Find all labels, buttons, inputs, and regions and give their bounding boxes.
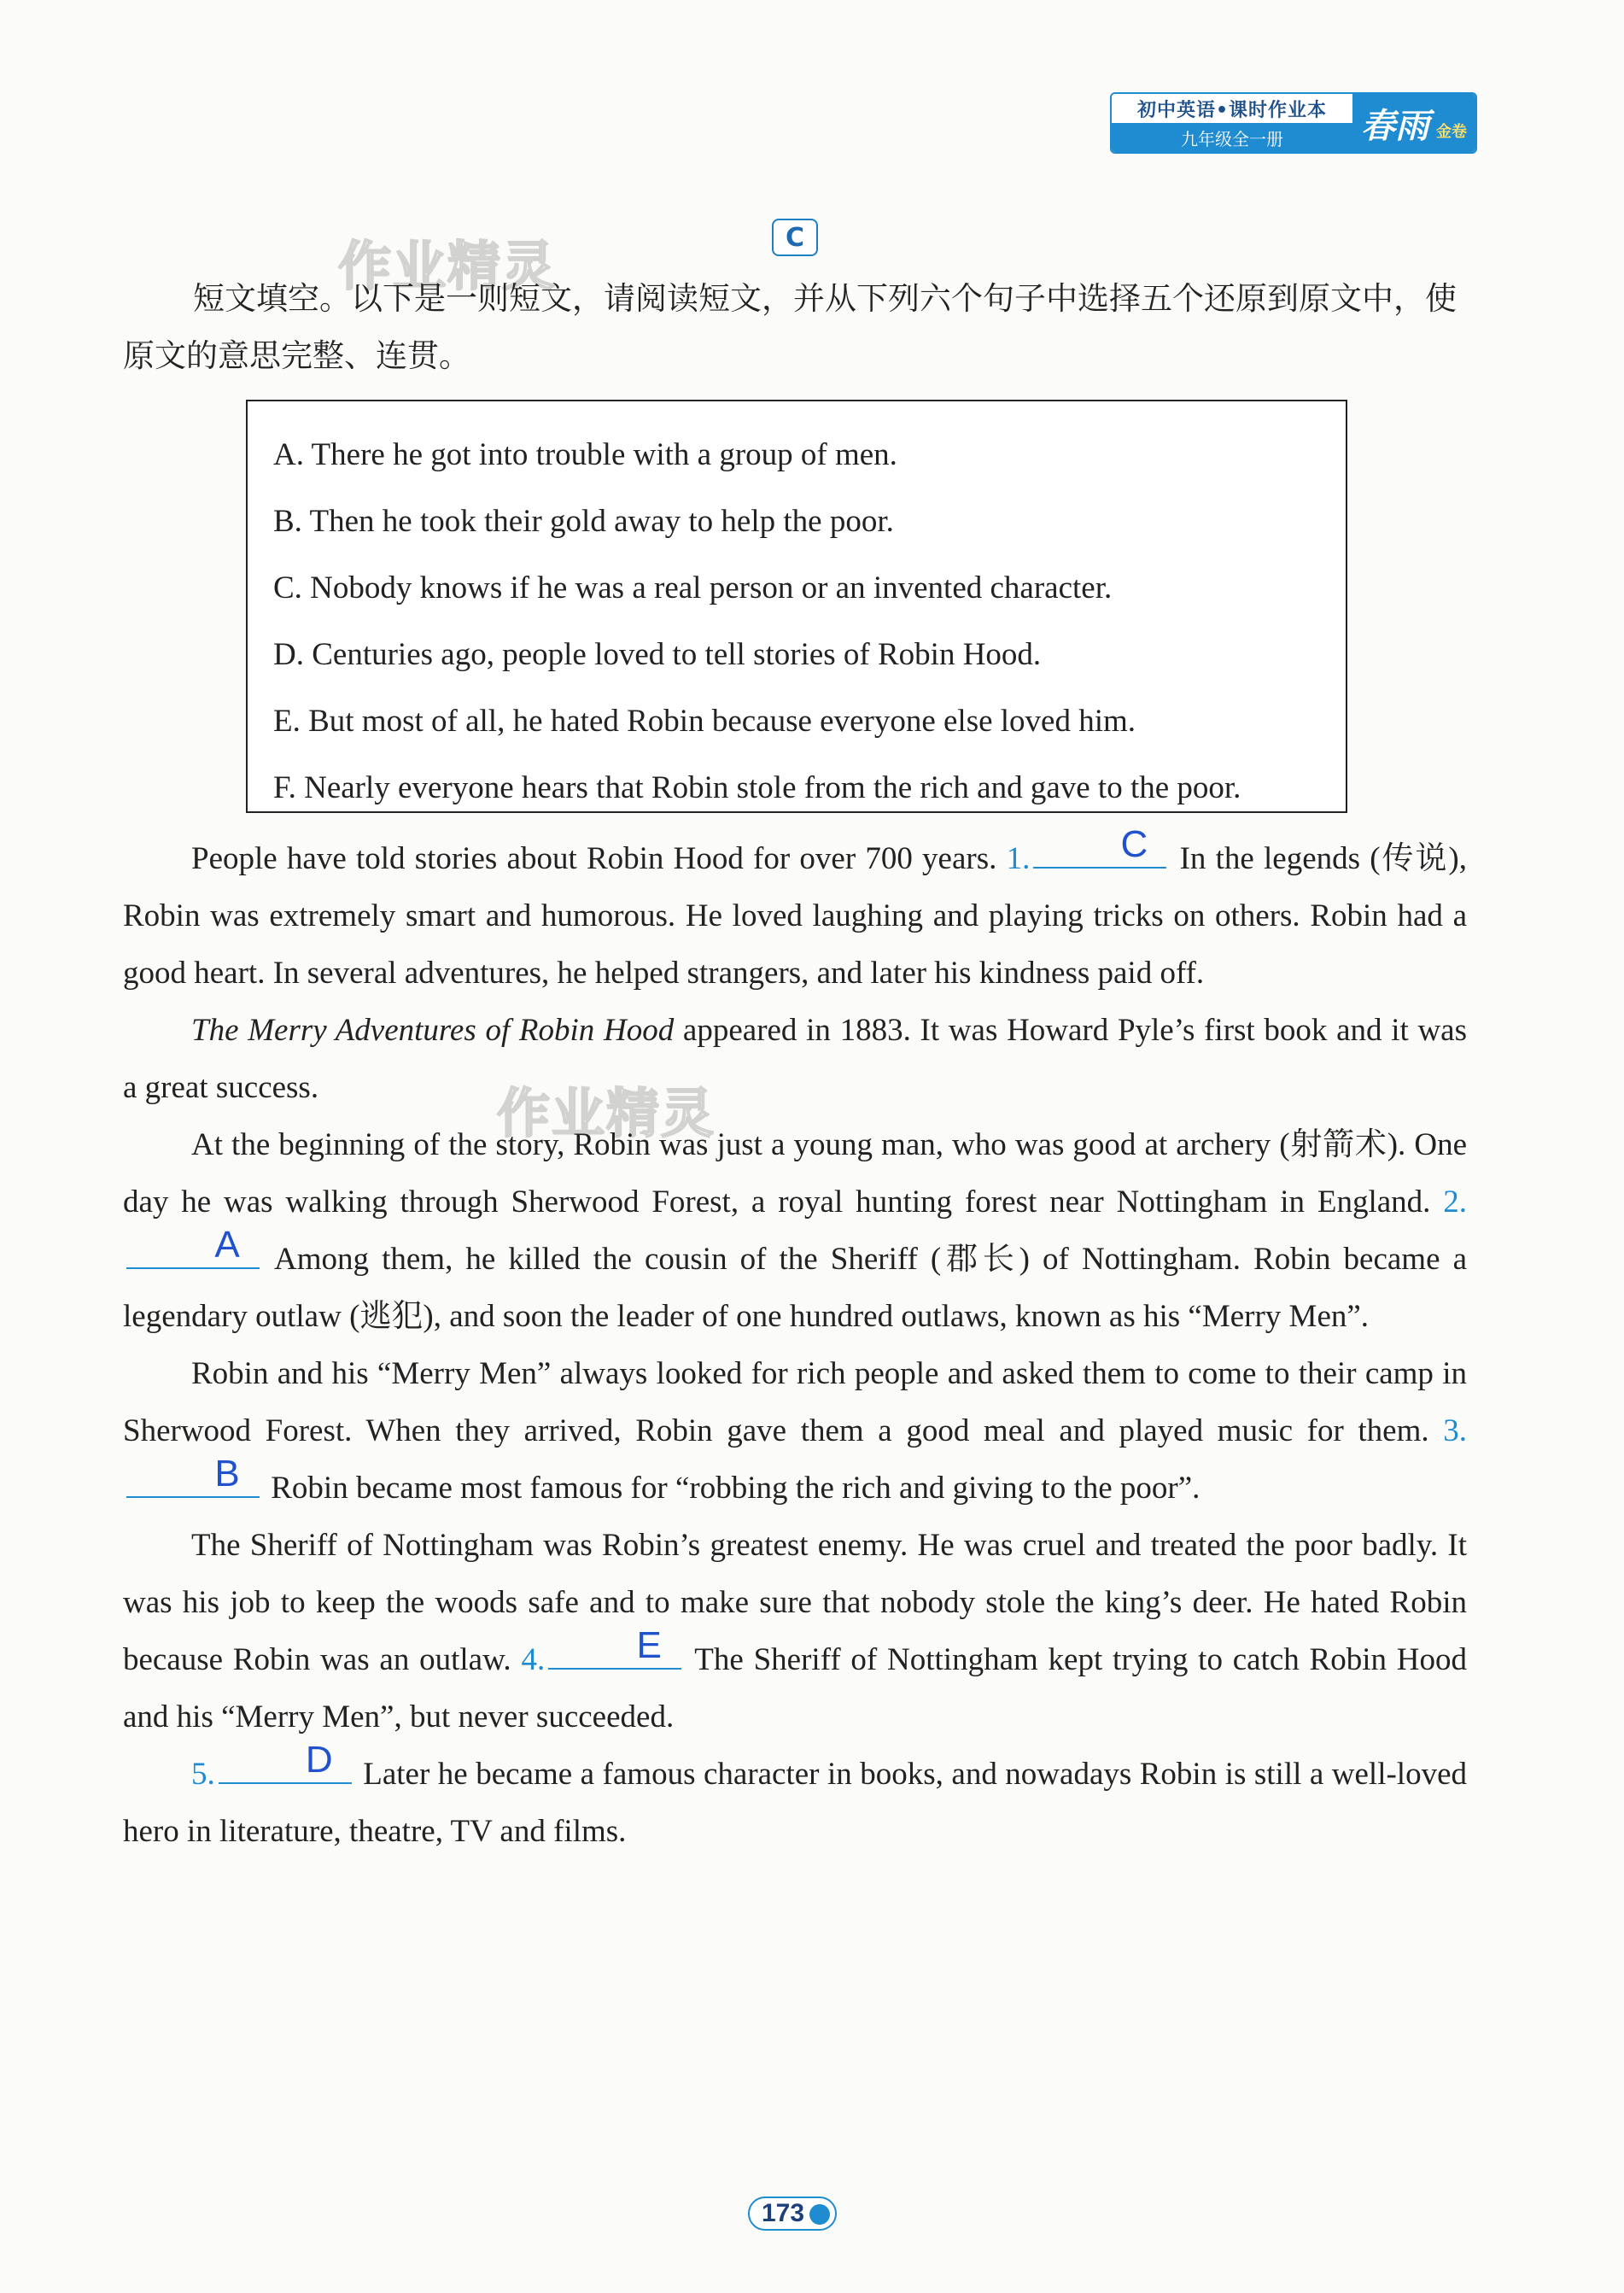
instructions: 短文填空。以下是一则短文，请阅读短文，并从下列六个句子中选择五个还原到原文中，使原文的意思完整、连贯。 bbox=[123, 280, 1457, 374]
answer-blank-4[interactable] bbox=[548, 1624, 681, 1670]
series-title: 初中英语•课时作业本 bbox=[1112, 94, 1352, 123]
option-a: A. There he got into trouble with a group of men. bbox=[273, 437, 897, 472]
series-header-badge bbox=[1110, 92, 1477, 154]
p5-text-after: The Sheriff of Nottingham kept trying to catch Robin Hood and his “Merry Men”, but never succeeded. bbox=[123, 1642, 1468, 1734]
option-f: F. Nearly everyone hears that Robin stole from the rich and gave to the poor. bbox=[273, 770, 1241, 805]
options-box bbox=[246, 400, 1347, 813]
paragraph-4 bbox=[123, 1345, 1467, 1517]
book-title: The Merry Adventures of Robin Hood bbox=[191, 1013, 675, 1048]
passage bbox=[123, 823, 1468, 1860]
question-number-4: 4. bbox=[521, 1642, 546, 1677]
paragraph-1 bbox=[123, 823, 1468, 1002]
p1-text-after: In the legends (传说), Robin was extremely smart and humorous. He loved laughing and playing tricks on others. Robin had a good heart. In several adventures, he helped strangers, and later his kindness paid off. bbox=[123, 841, 1468, 991]
paragraph-6 bbox=[123, 1739, 1468, 1860]
answer-blank-5[interactable] bbox=[219, 1739, 352, 1784]
p2-text-after: appeared in 1883. It was Howard Pyle’s first book and it was a great success. bbox=[123, 1013, 1468, 1105]
p3-text-before: At the beginning of the story, Robin was just a young man, who was good at archery (射箭术). One day he was walking through Sherwood Forest, a royal hunting forest near Nottingham in England. bbox=[123, 1127, 1467, 1220]
answer-3: B bbox=[214, 1453, 240, 1495]
p1-text-before: People have told stories about Robin Hood for over 700 years. bbox=[191, 841, 997, 876]
question-number-2: 2. bbox=[1443, 1185, 1467, 1220]
brand-logo: 春雨 bbox=[1361, 105, 1429, 146]
option-e: E. But most of all, he hated Robin because everyone else loved him. bbox=[273, 704, 1136, 739]
question-number-1: 1. bbox=[1006, 841, 1031, 876]
section-letter: C bbox=[772, 219, 818, 256]
option-c: C. Nobody knows if he was a real person or an invented character. bbox=[273, 570, 1113, 605]
answer-blank-1[interactable] bbox=[1033, 823, 1166, 869]
p3-text-after: Among them, he killed the cousin of the Sheriff (郡长) of Nottingham. Robin became a legendary outlaw (逃犯), and soon the leader of one hundred outlaws, known as his “Merry Men”. bbox=[123, 1242, 1467, 1334]
page-number: 173 bbox=[762, 2199, 805, 2227]
watermark: 作业精灵 bbox=[338, 235, 558, 297]
page-number-badge bbox=[748, 2196, 837, 2231]
answer-1: C bbox=[1120, 823, 1148, 865]
option-b: B. Then he took their gold away to help the poor. bbox=[273, 504, 894, 539]
paragraph-3 bbox=[123, 1116, 1467, 1345]
paragraph-5 bbox=[123, 1517, 1467, 1746]
p4-text-after: Robin became most famous for “robbing the rich and giving to the poor”. bbox=[271, 1471, 1200, 1506]
answer-5: D bbox=[305, 1739, 333, 1781]
brand-sub: 金卷 bbox=[1436, 123, 1467, 141]
question-number-5: 5. bbox=[191, 1757, 215, 1792]
p5-text-before: The Sheriff of Nottingham was Robin’s greatest enemy. He was cruel and treated the poor badly. It was his job to keep the woods safe and to make sure that nobody stole the king’s deer. He hated Robin because Robin was an outlaw. bbox=[123, 1528, 1467, 1677]
answer-2: A bbox=[214, 1224, 240, 1266]
question-number-3: 3. bbox=[1443, 1413, 1467, 1448]
p6-text-after: Later he became a famous character in books, and nowadays Robin is still a well-loved hero in literature, theatre, TV and films. bbox=[123, 1757, 1468, 1849]
option-d: D. Centuries ago, people loved to tell stories of Robin Hood. bbox=[273, 637, 1042, 672]
answer-blank-2[interactable] bbox=[126, 1224, 260, 1269]
answer-4: E bbox=[636, 1624, 662, 1666]
watermark: 作业精灵 bbox=[497, 1082, 716, 1144]
page-dot-icon bbox=[809, 2204, 830, 2225]
paragraph-2 bbox=[123, 1002, 1467, 1116]
p4-text-before: Robin and his “Merry Men” always looked for rich people and asked them to come to their camp in Sherwood Forest. When they arrived, Robin gave them a good meal and played music for them. bbox=[123, 1356, 1467, 1448]
grade-label: 九年级全一册 bbox=[1112, 123, 1352, 152]
series-info bbox=[1112, 94, 1352, 152]
brand-logo-area bbox=[1352, 94, 1475, 152]
answer-blank-3[interactable] bbox=[126, 1453, 260, 1498]
